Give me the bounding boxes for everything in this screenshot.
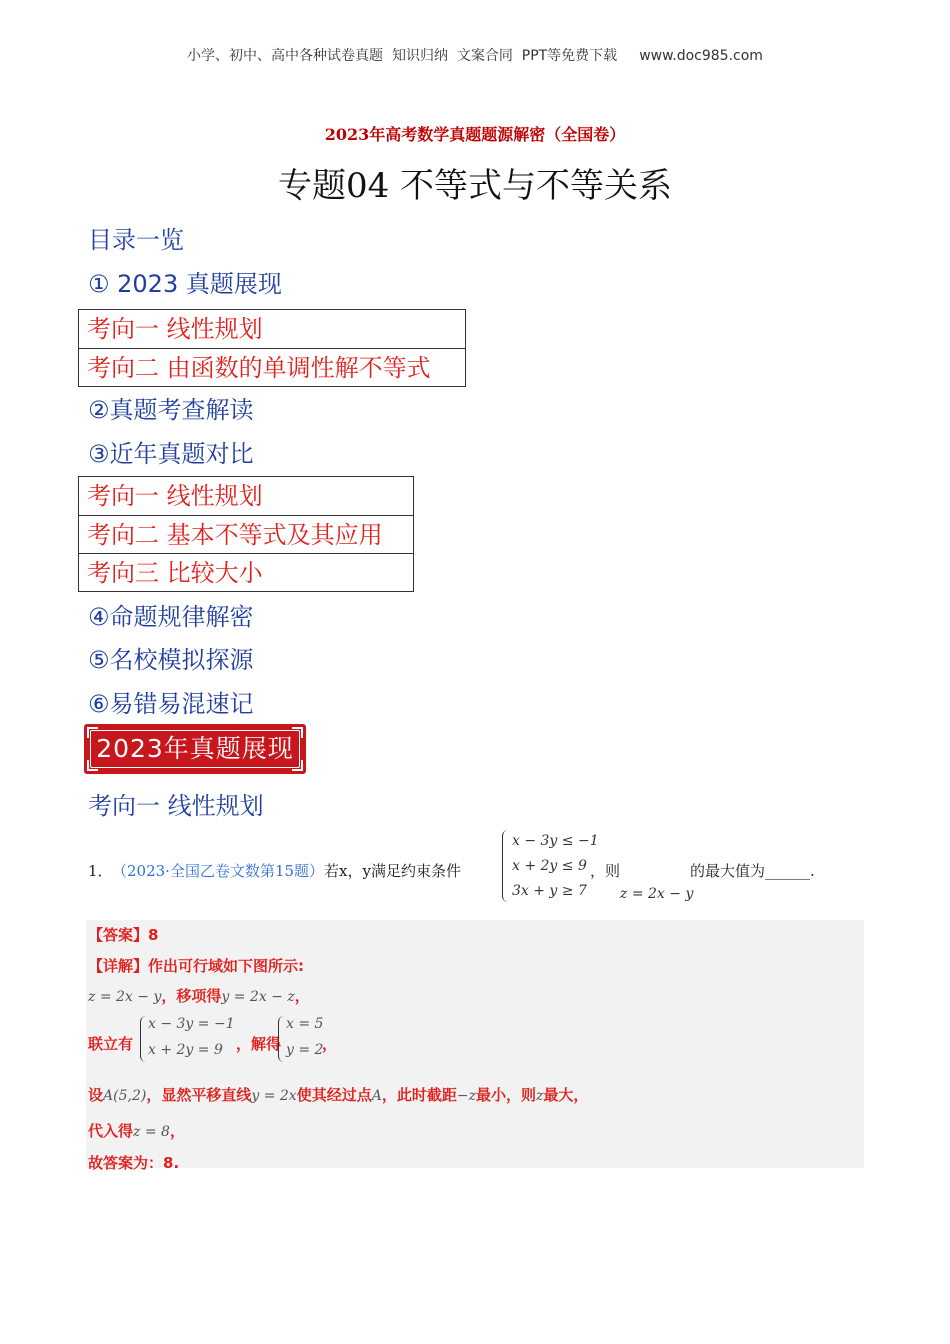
toc-section-4: ④命题规律解密 (88, 603, 254, 631)
toc-section-6: ⑥易错易混速记 (88, 690, 254, 718)
section-banner (84, 724, 306, 774)
math-expression: z = 8 (133, 1124, 170, 1140)
answer-text: ，移项得 (161, 987, 222, 1005)
constraint-1: x − 3y ≤ −1 (512, 833, 599, 849)
document-title: 专题04 不等式与不等关系 (277, 166, 673, 206)
toc-section-1: ① 2023 真题展现 (88, 270, 282, 298)
question-number: 1． (88, 862, 113, 880)
answer-line-4-end: ， (322, 1035, 338, 1053)
document-subtitle: 2023年高考数学真题题源解密（全国卷） (324, 125, 626, 144)
answer-line-4-text1: 联立有 (88, 1035, 134, 1053)
question-objective: z = 2x − y (620, 886, 694, 902)
question-then: ，则 (590, 862, 621, 880)
answer-text: ，显然平移直线 (146, 1086, 252, 1104)
math-expression: A(5,2) (103, 1088, 147, 1104)
answer-text: ， (294, 987, 310, 1005)
answer-text: 使其经过点 (296, 1086, 372, 1104)
system-brace (140, 1016, 146, 1062)
header-text: 小学、初中、高中各种试卷真题 知识归纳 文案合同 PPT等免费下载 (187, 48, 618, 64)
answer-text: 代入得 (88, 1122, 134, 1140)
math-expression: −z (456, 1088, 476, 1104)
toc-section-5: ⑤名校模拟探源 (88, 646, 254, 674)
toc-section-3: ③近年真题对比 (88, 440, 254, 468)
answer-line-4-text2: ，解得 (236, 1035, 282, 1053)
math-expression: z = 2x − y (88, 989, 162, 1005)
toc-box-2 (78, 476, 414, 592)
toc-box-1 (78, 309, 466, 387)
toc-box-2-item-1: 考向一 线性规划 (87, 482, 263, 510)
constraint-3: 3x + y ≥ 7 (512, 883, 587, 899)
math-expression: z (535, 1088, 544, 1104)
math-expression: y = 2x − z (221, 989, 295, 1005)
solution-y: y = 2 (286, 1042, 324, 1058)
answer-text: 设 (88, 1086, 104, 1104)
toc-heading: 目录一览 (88, 226, 184, 254)
toc-section-2: ②真题考查解读 (88, 396, 254, 424)
final-answer: 故答案为：8. (88, 1154, 180, 1172)
answer-text: 最小，则 (475, 1086, 536, 1104)
header-site-link[interactable]: www.doc985.com (639, 48, 763, 64)
detail-label: 【详解】作出可行域如下图所示: (88, 957, 305, 975)
toc-box-1-item-2: 考向二 由函数的单调性解不等式 (79, 348, 465, 386)
constraint-brace (502, 830, 508, 902)
solution-x: x = 5 (286, 1016, 324, 1032)
answer-text: ，此时截距 (381, 1086, 457, 1104)
question-source (112, 860, 461, 881)
math-expression: y = 2x (251, 1088, 297, 1104)
constraint-2: x + 2y ≤ 9 (512, 858, 587, 874)
question-source-text: （2023·全国乙卷文数第15题） (112, 862, 325, 880)
question-stem: 若x，y满足约束条件 (324, 862, 461, 880)
solution-brace (278, 1016, 284, 1062)
answer-line-5 (88, 1084, 588, 1105)
answer-text: 最大， (543, 1086, 589, 1104)
system-equation-2: x + 2y = 9 (148, 1042, 223, 1058)
page-header (0, 45, 950, 65)
answer-text: ， (169, 1122, 185, 1140)
answer-line-6 (88, 1120, 185, 1141)
toc-box-1-item-1: 考向一 线性规划 (87, 315, 263, 343)
toc-box-2-item-2: 考向二 基本不等式及其应用 (79, 515, 413, 553)
question-tail: 的最大值为______. (690, 862, 815, 880)
answer-line-3 (88, 985, 310, 1006)
toc-box-2-item-3: 考向三 比较大小 (79, 553, 413, 591)
section-title: 考向一 线性规划 (88, 792, 264, 820)
answer-label: 【答案】8 (88, 926, 159, 944)
system-equation-1: x − 3y = −1 (148, 1016, 235, 1032)
banner-label: 2023年真题展现 (96, 734, 294, 763)
math-expression: A (371, 1088, 382, 1104)
